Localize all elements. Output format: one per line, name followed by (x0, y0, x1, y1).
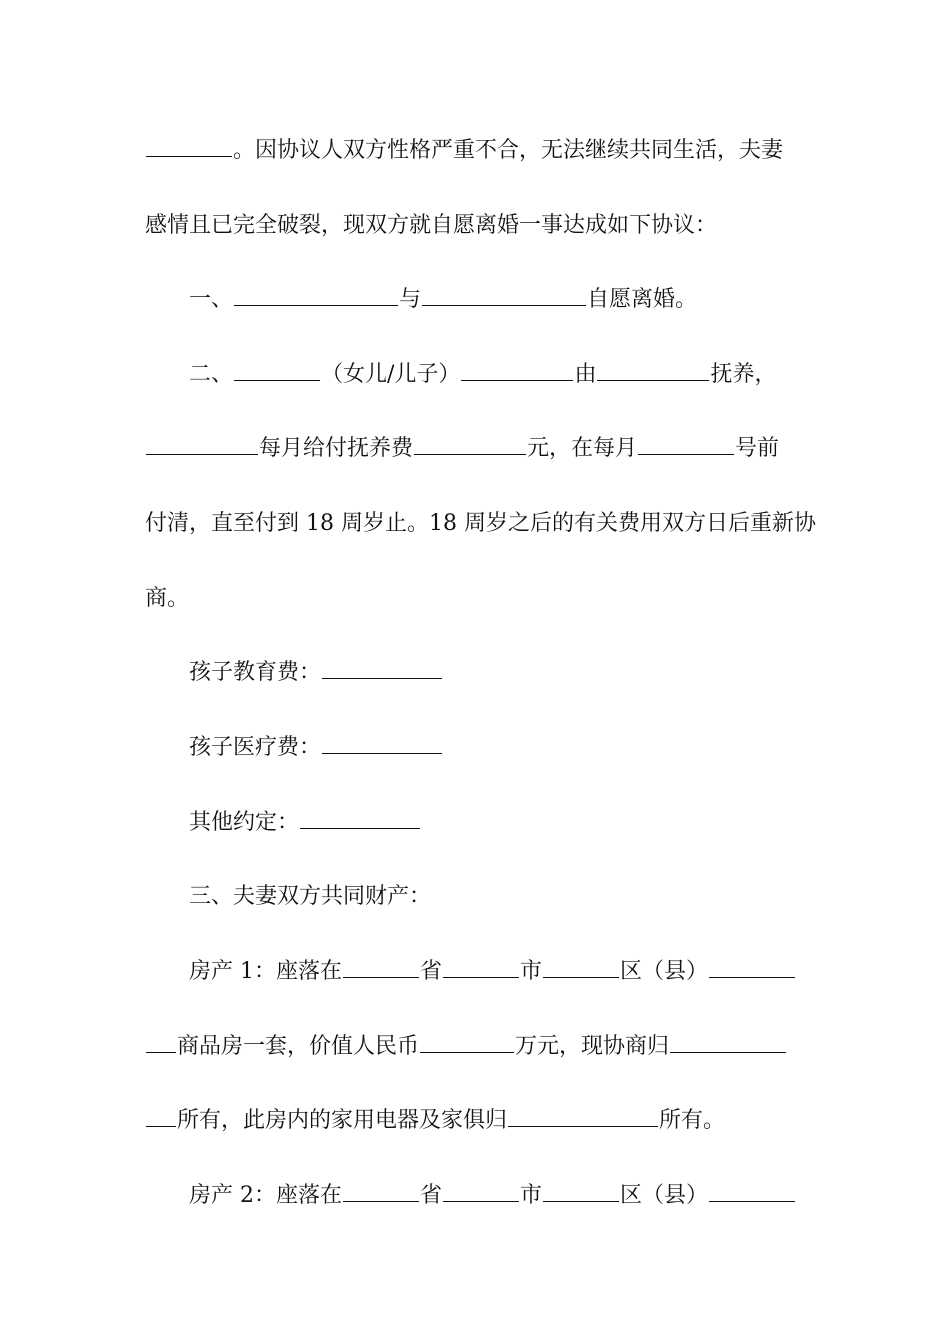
property-1-line (189, 957, 854, 987)
fill-blank[interactable] (420, 1032, 514, 1053)
paragraph-line-7 (145, 584, 810, 614)
clause-1-line (189, 285, 854, 315)
text-segment: 房产 2：座落在 (189, 1183, 342, 1208)
section-heading: 三、夫妻双方共同财产： (189, 884, 432, 909)
text-segment: 付清，直至付到 18 周岁止。18 周岁之后的有关费用双方日后重新协 (145, 511, 816, 536)
other-agreement-line (189, 808, 854, 838)
text-segment: 感情且已完全破裂，现双方就自愿离婚一事达成如下协议： (145, 213, 718, 238)
text-segment: 。因协议人双方性格严重不合，无法继续共同生活，夫妻 (233, 138, 784, 163)
fill-blank[interactable] (322, 733, 442, 754)
text-segment: 市 (520, 1183, 543, 1208)
text-segment: 商品房一套，价值人民币 (177, 1034, 420, 1059)
text-segment: 省 (420, 959, 443, 984)
fill-blank[interactable] (709, 1181, 795, 1202)
fill-blank[interactable] (709, 957, 795, 978)
fill-blank[interactable] (146, 1032, 176, 1053)
fill-blank[interactable] (670, 1032, 786, 1053)
fill-blank[interactable] (422, 285, 586, 306)
fill-blank[interactable] (638, 434, 734, 455)
fill-blank[interactable] (146, 1106, 176, 1127)
education-fee-line (189, 658, 854, 688)
fill-blank[interactable] (300, 808, 420, 829)
text-segment: 所有。 (659, 1108, 726, 1133)
fill-blank[interactable] (234, 360, 320, 381)
field-label: 孩子医疗费： (189, 735, 322, 760)
text-segment: 抚养， (710, 362, 777, 387)
text-segment: 市 (520, 959, 543, 984)
text-segment: 所有，此房内的家用电器及家俱归 (177, 1108, 508, 1133)
text-segment: 元，在每月 (527, 436, 638, 461)
property-1-line-2 (145, 1032, 810, 1062)
text-segment: 自愿离婚。 (587, 287, 698, 312)
text-segment: 商。 (145, 586, 190, 611)
fill-blank[interactable] (508, 1106, 658, 1127)
fill-blank[interactable] (146, 434, 258, 455)
text-segment: 与 (399, 287, 422, 312)
paragraph-line-6 (145, 509, 816, 539)
text-segment: 房产 1：座落在 (189, 959, 342, 984)
clause-3-heading (189, 882, 854, 912)
fill-blank[interactable] (597, 360, 709, 381)
clause-2-line (189, 360, 854, 390)
paragraph-line-1 (145, 136, 810, 166)
text-segment: 号前 (735, 436, 780, 461)
paragraph-line-5 (145, 434, 810, 464)
field-label: 其他约定： (189, 810, 300, 835)
text-segment: 每月给付抚养费 (259, 436, 414, 461)
fill-blank[interactable] (443, 957, 519, 978)
text-segment: 由 (574, 362, 597, 387)
fill-blank[interactable] (543, 1181, 619, 1202)
fill-blank[interactable] (414, 434, 526, 455)
medical-fee-line (189, 733, 854, 763)
text-segment: 万元，现协商归 (515, 1034, 670, 1059)
fill-blank[interactable] (461, 360, 573, 381)
fill-blank[interactable] (146, 136, 232, 157)
text-segment: （女儿/儿子） (321, 362, 461, 387)
clause-number: 一、 (189, 287, 234, 312)
fill-blank[interactable] (234, 285, 398, 306)
property-1-line-3 (145, 1106, 810, 1136)
text-segment: 省 (420, 1183, 443, 1208)
property-2-line (189, 1181, 854, 1211)
fill-blank[interactable] (343, 1181, 419, 1202)
text-segment: 区（县） (620, 1183, 709, 1208)
fill-blank[interactable] (343, 957, 419, 978)
fill-blank[interactable] (543, 957, 619, 978)
text-segment: 区（县） (620, 959, 709, 984)
fill-blank[interactable] (443, 1181, 519, 1202)
paragraph-line-2 (145, 211, 810, 241)
field-label: 孩子教育费： (189, 660, 322, 685)
clause-number: 二、 (189, 362, 234, 387)
fill-blank[interactable] (322, 658, 442, 679)
